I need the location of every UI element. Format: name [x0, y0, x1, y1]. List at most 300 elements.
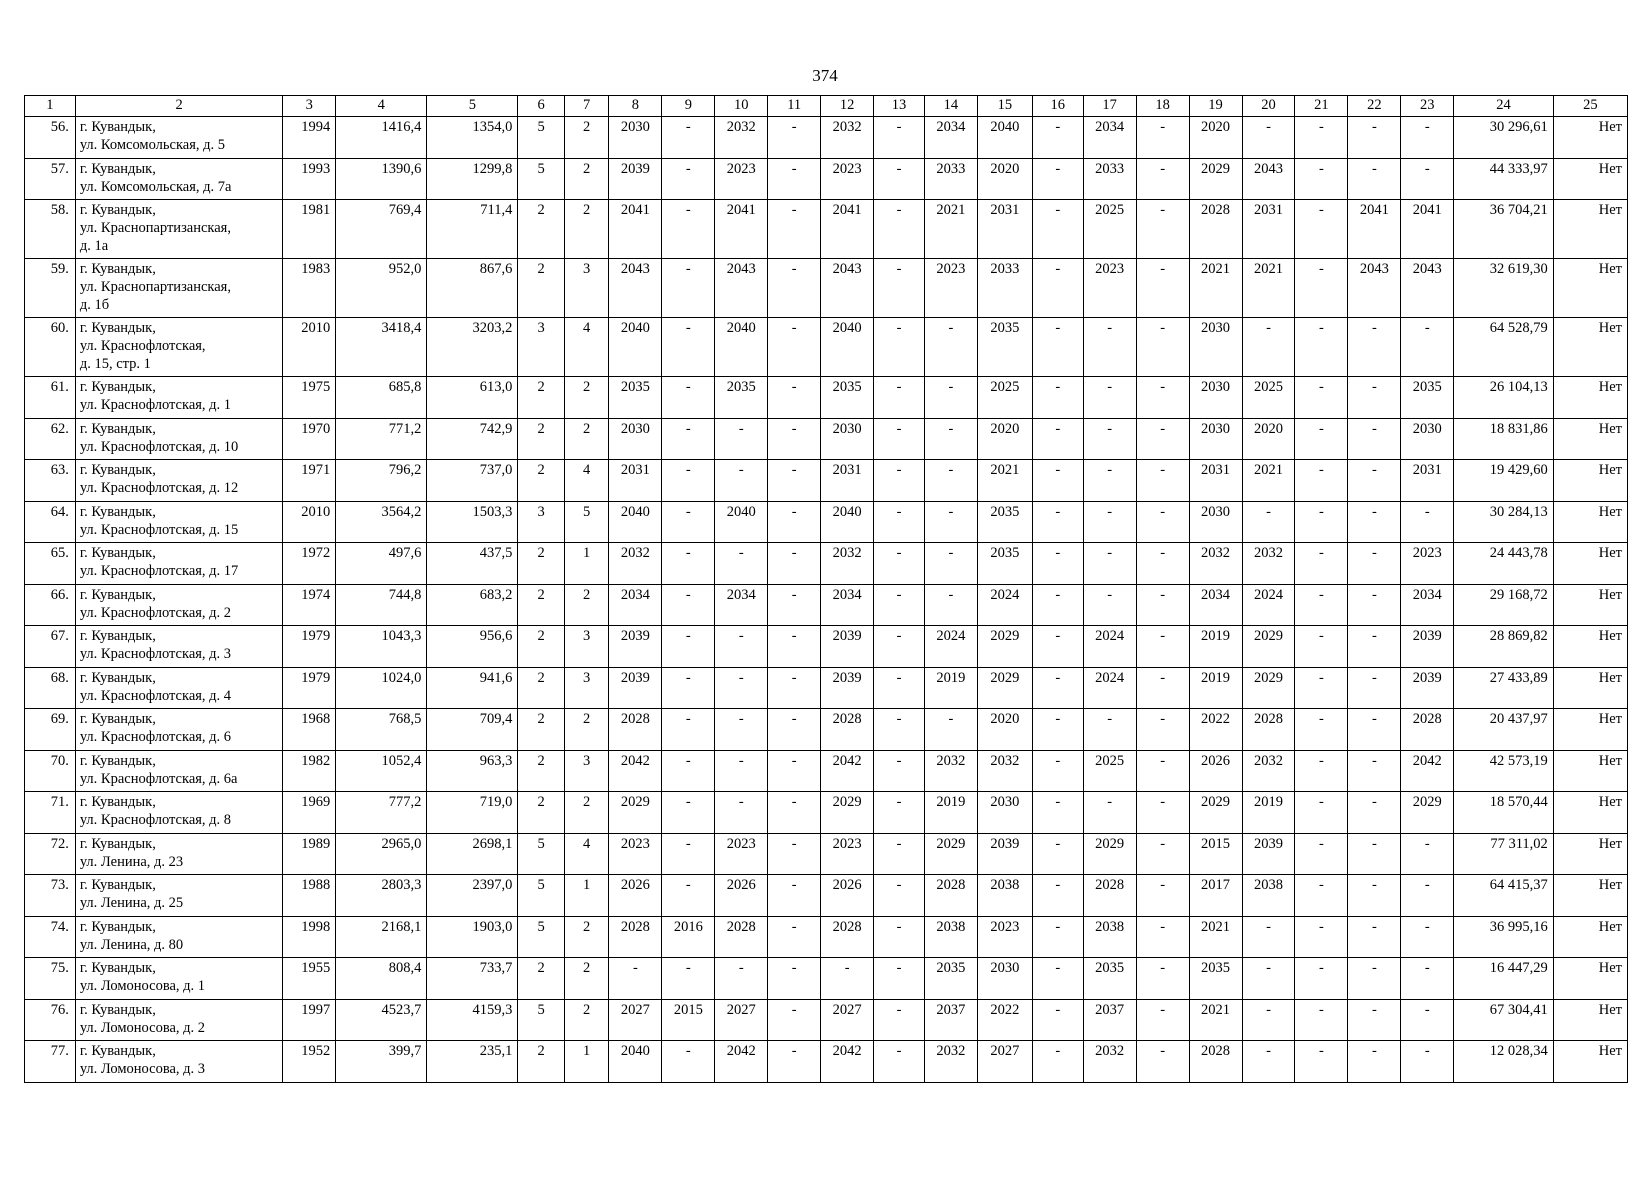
cell-col-10: - [715, 958, 768, 1000]
cell-col-11: - [768, 667, 821, 709]
cell-col-11: - [768, 200, 821, 259]
cell-col-10: 2028 [715, 916, 768, 958]
cell-col-21: - [1295, 833, 1348, 875]
cell-col-7: 3 [564, 750, 608, 792]
cell-col-21: - [1295, 460, 1348, 502]
row-number: 61. [25, 377, 76, 419]
cell-col-25: Нет [1553, 460, 1627, 502]
address-cell [75, 1041, 283, 1083]
address-line: г. Кувандык, [79, 379, 156, 395]
cell-col-9: - [662, 584, 715, 626]
cell-col-24: 36 995,16 [1454, 916, 1554, 958]
cell-col-12: 2040 [821, 318, 874, 377]
cell-col-17: 2024 [1083, 667, 1136, 709]
cell-col-18: - [1136, 501, 1189, 543]
cell-col-10: - [715, 709, 768, 751]
column-number: 25 [1553, 96, 1627, 117]
address-line: г. Кувандык, [79, 503, 156, 520]
address-line: г. Кувандык, [79, 877, 156, 893]
cell-col-11: - [768, 626, 821, 668]
cell-col-10: - [715, 460, 768, 502]
cell-col-16: - [1032, 158, 1083, 200]
cell-col-16: - [1032, 377, 1083, 419]
cell-col-22: - [1348, 543, 1401, 585]
cell-col-16: - [1032, 999, 1083, 1041]
cell-col-19: 2030 [1189, 501, 1242, 543]
cell-col-7: 3 [564, 626, 608, 668]
table-row [25, 916, 1628, 958]
cell-col-22: - [1348, 1041, 1401, 1083]
cell-col-7: 2 [564, 916, 608, 958]
cell-col-4: 777,2 [336, 792, 427, 834]
cell-col-3: 1988 [283, 875, 336, 917]
cell-col-16: - [1032, 318, 1083, 377]
column-number: 5 [427, 96, 518, 117]
cell-col-13: - [874, 158, 925, 200]
address-line: г. Кувандык, [79, 545, 156, 561]
cell-col-15: 2024 [977, 584, 1032, 626]
cell-col-10: 2027 [715, 999, 768, 1041]
cell-col-11: - [768, 318, 821, 377]
address-cell [75, 667, 283, 709]
address-line: ул. Ломоносова, д. 1 [79, 978, 206, 994]
address-line: ул. Ленина, д. 80 [79, 936, 184, 953]
cell-col-23: - [1401, 1041, 1454, 1083]
cell-col-9: - [662, 117, 715, 159]
cell-col-6: 2 [518, 667, 565, 709]
cell-col-18: - [1136, 418, 1189, 460]
cell-col-14: - [924, 543, 977, 585]
column-number: 8 [609, 96, 662, 117]
column-number: 11 [768, 96, 821, 117]
cell-col-11: - [768, 259, 821, 318]
cell-col-24: 20 437,97 [1454, 709, 1554, 751]
cell-col-15: 2038 [977, 875, 1032, 917]
cell-col-4: 1416,4 [336, 117, 427, 159]
address-line: г. Кувандык, [79, 628, 156, 644]
address-line: г. Кувандык, [79, 320, 156, 336]
cell-col-16: - [1032, 1041, 1083, 1083]
cell-col-11: - [768, 958, 821, 1000]
column-number: 3 [283, 96, 336, 117]
cell-col-19: 2017 [1189, 875, 1242, 917]
column-number: 19 [1189, 96, 1242, 117]
cell-col-22: - [1348, 709, 1401, 751]
table-row [25, 667, 1628, 709]
cell-col-9: 2015 [662, 999, 715, 1041]
cell-col-22: - [1348, 875, 1401, 917]
cell-col-21: - [1295, 958, 1348, 1000]
cell-col-23: - [1401, 833, 1454, 875]
cell-col-13: - [874, 958, 925, 1000]
address-line: ул. Ломоносова, д. 3 [79, 1061, 206, 1077]
cell-col-23: 2035 [1401, 377, 1454, 419]
cell-col-8: 2030 [609, 117, 662, 159]
cell-col-6: 2 [518, 200, 565, 259]
table-body [25, 96, 1628, 1083]
cell-col-19: 2035 [1189, 958, 1242, 1000]
cell-col-20: 2021 [1242, 259, 1295, 318]
row-number: 60. [25, 318, 76, 377]
table-row [25, 999, 1628, 1041]
cell-col-23: 2043 [1401, 259, 1454, 318]
cell-col-12: 2028 [821, 916, 874, 958]
cell-col-9: - [662, 460, 715, 502]
cell-col-16: - [1032, 667, 1083, 709]
cell-col-10: 2043 [715, 259, 768, 318]
cell-col-24: 12 028,34 [1454, 1041, 1554, 1083]
cell-col-7: 2 [564, 418, 608, 460]
cell-col-14: - [924, 501, 977, 543]
cell-col-25: Нет [1553, 958, 1627, 1000]
cell-col-5: 711,4 [427, 200, 518, 259]
cell-col-13: - [874, 200, 925, 259]
cell-col-25: Нет [1553, 117, 1627, 159]
cell-col-21: - [1295, 916, 1348, 958]
cell-col-21: - [1295, 377, 1348, 419]
cell-col-20: - [1242, 501, 1295, 543]
cell-col-13: - [874, 543, 925, 585]
cell-col-13: - [874, 999, 925, 1041]
cell-col-21: - [1295, 709, 1348, 751]
cell-col-6: 2 [518, 543, 565, 585]
cell-col-12: 2032 [821, 117, 874, 159]
cell-col-10: 2041 [715, 200, 768, 259]
cell-col-5: 235,1 [427, 1041, 518, 1083]
cell-col-11: - [768, 377, 821, 419]
cell-col-7: 4 [564, 318, 608, 377]
cell-col-9: - [662, 543, 715, 585]
cell-col-6: 3 [518, 318, 565, 377]
cell-col-12: 2029 [821, 792, 874, 834]
cell-col-25: Нет [1553, 875, 1627, 917]
cell-col-20: 2039 [1242, 833, 1295, 875]
column-number: 17 [1083, 96, 1136, 117]
cell-col-19: 2020 [1189, 117, 1242, 159]
address-line: г. Кувандык, [79, 462, 156, 478]
cell-col-21: - [1295, 318, 1348, 377]
cell-col-5: 3203,2 [427, 318, 518, 377]
cell-col-13: - [874, 460, 925, 502]
cell-col-23: 2031 [1401, 460, 1454, 502]
cell-col-12: 2035 [821, 377, 874, 419]
cell-col-14: - [924, 318, 977, 377]
cell-col-15: 2035 [977, 501, 1032, 543]
cell-col-4: 1390,6 [336, 158, 427, 200]
cell-col-5: 737,0 [427, 460, 518, 502]
cell-col-18: - [1136, 709, 1189, 751]
cell-col-13: - [874, 259, 925, 318]
cell-col-18: - [1136, 200, 1189, 259]
cell-col-12: 2030 [821, 418, 874, 460]
cell-col-3: 1968 [283, 709, 336, 751]
cell-col-15: 2021 [977, 460, 1032, 502]
address-line: ул. Краснофлотская, [79, 338, 206, 354]
cell-col-6: 3 [518, 501, 565, 543]
cell-col-16: - [1032, 460, 1083, 502]
table-row [25, 501, 1628, 543]
cell-col-15: 2039 [977, 833, 1032, 875]
cell-col-7: 4 [564, 460, 608, 502]
cell-col-16: - [1032, 501, 1083, 543]
cell-col-24: 30 284,13 [1454, 501, 1554, 543]
cell-col-22: - [1348, 117, 1401, 159]
cell-col-20: - [1242, 318, 1295, 377]
cell-col-4: 2965,0 [336, 833, 427, 875]
cell-col-4: 1043,3 [336, 626, 427, 668]
cell-col-22: - [1348, 418, 1401, 460]
cell-col-11: - [768, 999, 821, 1041]
cell-col-18: - [1136, 667, 1189, 709]
cell-col-6: 2 [518, 792, 565, 834]
cell-col-12: 2042 [821, 750, 874, 792]
cell-col-14: 2019 [924, 792, 977, 834]
cell-col-16: - [1032, 418, 1083, 460]
address-line: г. Кувандык, [79, 669, 156, 686]
table-row [25, 833, 1628, 875]
cell-col-6: 5 [518, 833, 565, 875]
cell-col-5: 963,3 [427, 750, 518, 792]
cell-col-15: 2029 [977, 626, 1032, 668]
cell-col-7: 3 [564, 667, 608, 709]
cell-col-16: - [1032, 750, 1083, 792]
cell-col-16: - [1032, 792, 1083, 834]
address-line: г. Кувандык, [79, 261, 156, 277]
cell-col-16: - [1032, 117, 1083, 159]
cell-col-3: 1979 [283, 626, 336, 668]
cell-col-23: - [1401, 999, 1454, 1041]
cell-col-23: - [1401, 117, 1454, 159]
cell-col-10: - [715, 626, 768, 668]
cell-col-17: 2034 [1083, 117, 1136, 159]
cell-col-7: 5 [564, 501, 608, 543]
cell-col-9: - [662, 667, 715, 709]
cell-col-3: 1952 [283, 1041, 336, 1083]
cell-col-15: 2031 [977, 200, 1032, 259]
cell-col-25: Нет [1553, 833, 1627, 875]
address-cell [75, 460, 283, 502]
cell-col-20: 2021 [1242, 460, 1295, 502]
cell-col-18: - [1136, 999, 1189, 1041]
row-number: 73. [25, 875, 76, 917]
cell-col-23: 2034 [1401, 584, 1454, 626]
cell-col-18: - [1136, 626, 1189, 668]
cell-col-12: 2043 [821, 259, 874, 318]
cell-col-14: - [924, 460, 977, 502]
cell-col-5: 1299,8 [427, 158, 518, 200]
cell-col-15: 2020 [977, 709, 1032, 751]
cell-col-13: - [874, 709, 925, 751]
cell-col-4: 808,4 [336, 958, 427, 1000]
cell-col-11: - [768, 501, 821, 543]
cell-col-24: 18 570,44 [1454, 792, 1554, 834]
cell-col-17: - [1083, 543, 1136, 585]
cell-col-20: 2038 [1242, 875, 1295, 917]
cell-col-16: - [1032, 626, 1083, 668]
address-line: ул. Краснопартизанская, [79, 220, 231, 236]
cell-col-8: 2043 [609, 259, 662, 318]
address-line: д. 1б [79, 297, 110, 313]
cell-col-17: - [1083, 709, 1136, 751]
address-line: д. 1а [79, 238, 109, 254]
cell-col-5: 613,0 [427, 377, 518, 419]
cell-col-16: - [1032, 833, 1083, 875]
cell-col-6: 5 [518, 158, 565, 200]
column-number: 15 [977, 96, 1032, 117]
cell-col-4: 952,0 [336, 259, 427, 318]
cell-col-8: 2023 [609, 833, 662, 875]
cell-col-15: 2027 [977, 1041, 1032, 1083]
cell-col-25: Нет [1553, 418, 1627, 460]
cell-col-3: 1998 [283, 916, 336, 958]
cell-col-12: 2026 [821, 875, 874, 917]
cell-col-23: - [1401, 501, 1454, 543]
cell-col-11: - [768, 709, 821, 751]
cell-col-22: - [1348, 377, 1401, 419]
address-line: ул. Краснофлотская, д. 2 [79, 604, 232, 621]
cell-col-23: 2023 [1401, 543, 1454, 585]
cell-col-9: - [662, 200, 715, 259]
cell-col-15: 2020 [977, 418, 1032, 460]
cell-col-25: Нет [1553, 750, 1627, 792]
cell-col-18: - [1136, 750, 1189, 792]
address-line: д. 15, стр. 1 [79, 356, 151, 372]
address-cell [75, 875, 283, 917]
cell-col-8: 2040 [609, 318, 662, 377]
cell-col-23: 2029 [1401, 792, 1454, 834]
cell-col-16: - [1032, 875, 1083, 917]
cell-col-5: 1903,0 [427, 916, 518, 958]
cell-col-22: 2043 [1348, 259, 1401, 318]
address-line: г. Кувандык, [79, 202, 156, 218]
cell-col-25: Нет [1553, 377, 1627, 419]
cell-col-19: 2030 [1189, 377, 1242, 419]
cell-col-9: 2016 [662, 916, 715, 958]
cell-col-19: 2021 [1189, 259, 1242, 318]
address-line: ул. Краснофлотская, д. 8 [79, 812, 232, 828]
cell-col-7: 2 [564, 158, 608, 200]
cell-col-6: 2 [518, 259, 565, 318]
cell-col-22: - [1348, 667, 1401, 709]
address-cell [75, 259, 283, 318]
column-number: 18 [1136, 96, 1189, 117]
cell-col-9: - [662, 875, 715, 917]
cell-col-13: - [874, 318, 925, 377]
row-number: 76. [25, 999, 76, 1041]
cell-col-25: Нет [1553, 501, 1627, 543]
cell-col-25: Нет [1553, 584, 1627, 626]
cell-col-11: - [768, 916, 821, 958]
column-number: 6 [518, 96, 565, 117]
column-number: 4 [336, 96, 427, 117]
cell-col-4: 1052,4 [336, 750, 427, 792]
cell-col-7: 2 [564, 200, 608, 259]
cell-col-23: 2039 [1401, 667, 1454, 709]
cell-col-7: 3 [564, 259, 608, 318]
cell-col-4: 2168,1 [336, 916, 427, 958]
cell-col-25: Нет [1553, 543, 1627, 585]
cell-col-11: - [768, 792, 821, 834]
row-number: 58. [25, 200, 76, 259]
cell-col-9: - [662, 750, 715, 792]
cell-col-11: - [768, 117, 821, 159]
cell-col-4: 4523,7 [336, 999, 427, 1041]
address-line: г. Кувандык, [79, 835, 156, 852]
cell-col-13: - [874, 626, 925, 668]
cell-col-13: - [874, 875, 925, 917]
cell-col-9: - [662, 833, 715, 875]
column-number: 9 [662, 96, 715, 117]
cell-col-24: 28 869,82 [1454, 626, 1554, 668]
row-number: 70. [25, 750, 76, 792]
address-line: г. Кувандык, [79, 960, 156, 976]
row-number: 64. [25, 501, 76, 543]
cell-col-13: - [874, 1041, 925, 1083]
cell-col-23: - [1401, 875, 1454, 917]
cell-col-16: - [1032, 200, 1083, 259]
cell-col-3: 1997 [283, 999, 336, 1041]
cell-col-3: 1975 [283, 377, 336, 419]
cell-col-12: 2039 [821, 626, 874, 668]
cell-col-14: 2028 [924, 875, 977, 917]
cell-col-8: - [609, 958, 662, 1000]
cell-col-16: - [1032, 259, 1083, 318]
address-line: г. Кувандык, [79, 752, 156, 769]
address-line: ул. Краснофлотская, д. 3 [79, 646, 232, 662]
cell-col-20: 2031 [1242, 200, 1295, 259]
cell-col-14: 2024 [924, 626, 977, 668]
cell-col-18: - [1136, 1041, 1189, 1083]
cell-col-18: - [1136, 875, 1189, 917]
table-row [25, 750, 1628, 792]
cell-col-12: 2023 [821, 833, 874, 875]
cell-col-21: - [1295, 792, 1348, 834]
cell-col-24: 77 311,02 [1454, 833, 1554, 875]
cell-col-17: 2025 [1083, 750, 1136, 792]
cell-col-9: - [662, 158, 715, 200]
address-cell [75, 158, 283, 200]
cell-col-13: - [874, 418, 925, 460]
cell-col-25: Нет [1553, 916, 1627, 958]
cell-col-12: 2023 [821, 158, 874, 200]
cell-col-8: 2029 [609, 792, 662, 834]
cell-col-18: - [1136, 117, 1189, 159]
cell-col-15: 2030 [977, 792, 1032, 834]
cell-col-12: - [821, 958, 874, 1000]
cell-col-3: 1955 [283, 958, 336, 1000]
cell-col-3: 1974 [283, 584, 336, 626]
cell-col-6: 5 [518, 916, 565, 958]
cell-col-19: 2021 [1189, 999, 1242, 1041]
cell-col-15: 2029 [977, 667, 1032, 709]
cell-col-10: 2042 [715, 1041, 768, 1083]
cell-col-10: - [715, 792, 768, 834]
cell-col-24: 19 429,60 [1454, 460, 1554, 502]
address-cell [75, 999, 283, 1041]
cell-col-3: 1970 [283, 418, 336, 460]
cell-col-22: - [1348, 750, 1401, 792]
cell-col-22: - [1348, 792, 1401, 834]
cell-col-9: - [662, 377, 715, 419]
table-row [25, 259, 1628, 318]
table-row [25, 875, 1628, 917]
cell-col-4: 3564,2 [336, 501, 427, 543]
table-row [25, 117, 1628, 159]
cell-col-12: 2034 [821, 584, 874, 626]
address-line: ул. Краснофлотская, д. 6а [79, 770, 238, 787]
table-row [25, 958, 1628, 1000]
cell-col-23: 2039 [1401, 626, 1454, 668]
